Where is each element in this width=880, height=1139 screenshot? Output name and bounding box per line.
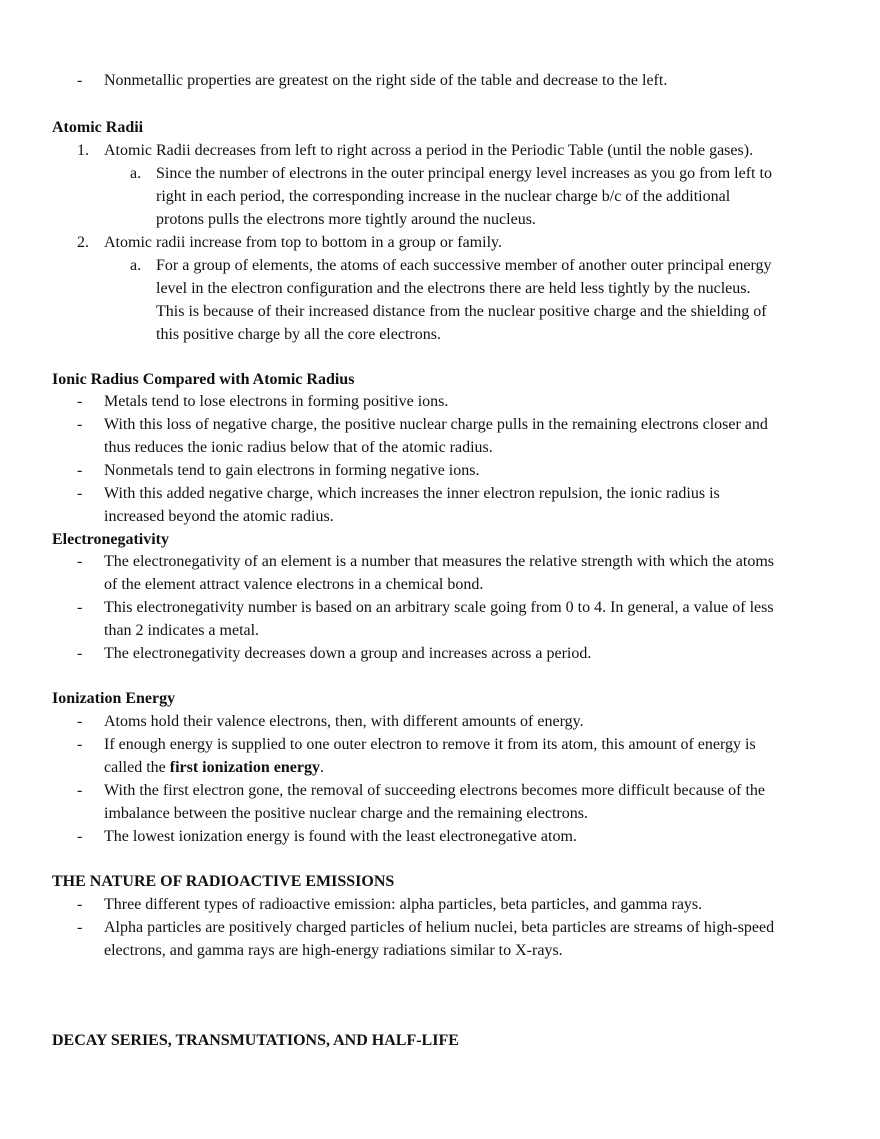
list-letter: a. [130, 165, 142, 182]
electronegativity-item: This electronegativity number is based on an arbitrary scale going from 0 to 4. In general, a value of less [104, 599, 774, 616]
ionization-item: With the first electron gone, the removal of succeeding electrons becomes more difficult because of the [104, 782, 766, 799]
bullet-dash: - [77, 599, 83, 616]
bullet-dash: - [77, 393, 83, 410]
bullet-dash: - [77, 896, 83, 913]
bullet-dash: - [77, 416, 83, 433]
radioactive-item: Three different types of radioactive emission: alpha particles, beta particles, and gamma rays. [104, 896, 703, 913]
electronegativity-item: The electronegativity of an element is a number that measures the relative strength with which the atoms [104, 553, 774, 570]
radioactive-item-cont: electrons, and gamma rays are high-energy radiations similar to X-rays. [104, 942, 563, 959]
bullet-dash: - [77, 462, 83, 479]
ionization-item-cont [104, 756, 324, 779]
ionization-item: The lowest ionization energy is found with the least electronegative atom. [104, 828, 577, 845]
radioactive-item: Alpha particles are positively charged particles of helium nuclei, beta particles are streams of high-speed [104, 919, 775, 936]
ionic-radius-item: With this added negative charge, which increases the inner electron repulsion, the ionic radius is [104, 485, 720, 502]
bullet-dash: - [77, 736, 83, 753]
bullet-dash: - [77, 782, 83, 799]
bullet-dash: - [77, 645, 83, 662]
list-letter: a. [130, 257, 142, 274]
heading-electronegativity: Electronegativity [52, 531, 170, 548]
ionic-radius-item: With this loss of negative charge, the positive nuclear charge pulls in the remaining electrons closer and [104, 416, 768, 433]
list-number: 1. [77, 142, 89, 159]
atomic-radii-item-2: Atomic radii increase from top to bottom in a group or family. [104, 234, 502, 251]
bullet-dash: - [77, 485, 83, 502]
bullet-dash: - [77, 72, 83, 89]
bullet-dash: - [77, 553, 83, 570]
ionization-item-cont: imbalance between the positive nuclear charge and the remaining electrons. [104, 805, 588, 822]
electronegativity-item: The electronegativity decreases down a group and increases across a period. [104, 645, 592, 662]
heading-radioactive-emissions: THE NATURE OF RADIOACTIVE EMISSIONS [52, 873, 395, 890]
heading-decay-series: DECAY SERIES, TRANSMUTATIONS, AND HALF-LIFE [52, 1032, 459, 1049]
ionization-item: Atoms hold their valence electrons, then, with different amounts of energy. [104, 713, 584, 730]
bullet-dash: - [77, 828, 83, 845]
atomic-radii-item-1a-line: right in each period, the corresponding increase in the nuclear charge b/c of the additional [156, 188, 731, 205]
ionization-item-prefix: called the [104, 759, 170, 776]
intro-text: Nonmetallic properties are greatest on the right side of the table and decrease to the left. [104, 72, 668, 89]
bullet-dash: - [77, 713, 83, 730]
ionic-radius-item-cont: increased beyond the atomic radius. [104, 508, 334, 525]
heading-atomic-radii: Atomic Radii [52, 119, 144, 136]
atomic-radii-item-1a-line: protons pulls the electrons more tightly around the nucleus. [156, 211, 536, 228]
atomic-radii-item-2a-line: level in the electron configuration and the electrons there are held less tightly by the nucleus. [156, 280, 751, 297]
ionic-radius-item: Nonmetals tend to gain electrons in forming negative ions. [104, 462, 480, 479]
first-ionization-energy-term: first ionization energy [169, 759, 320, 776]
atomic-radii-item-2a-line: This is because of their increased distance from the nuclear positive charge and the shielding of [156, 303, 767, 320]
atomic-radii-item-1a-line: Since the number of electrons in the outer principal energy level increases as you go from left to [156, 165, 772, 182]
ionization-item: If enough energy is supplied to one outer electron to remove it from its atom, this amount of energy is [104, 736, 756, 753]
ionic-radius-item-cont: thus reduces the ionic radius below that of the atomic radius. [104, 439, 493, 456]
electronegativity-item-cont: of the element attract valence electrons in a chemical bond. [104, 576, 484, 593]
list-number: 2. [77, 234, 89, 251]
atomic-radii-item-2a-line: For a group of elements, the atoms of each successive member of another outer principal energy [156, 257, 772, 274]
electronegativity-item-cont: than 2 indicates a metal. [104, 622, 260, 639]
ionization-item-suffix: . [319, 759, 324, 776]
heading-ionic-radius: Ionic Radius Compared with Atomic Radius [52, 371, 355, 388]
ionic-radius-item: Metals tend to lose electrons in forming positive ions. [104, 393, 449, 410]
atomic-radii-item-1: Atomic Radii decreases from left to right across a period in the Periodic Table (until the noble gases). [104, 142, 754, 159]
heading-ionization-energy: Ionization Energy [52, 690, 176, 707]
bullet-dash: - [77, 919, 83, 936]
atomic-radii-item-2a-line: this positive charge by all the core electrons. [156, 326, 441, 343]
